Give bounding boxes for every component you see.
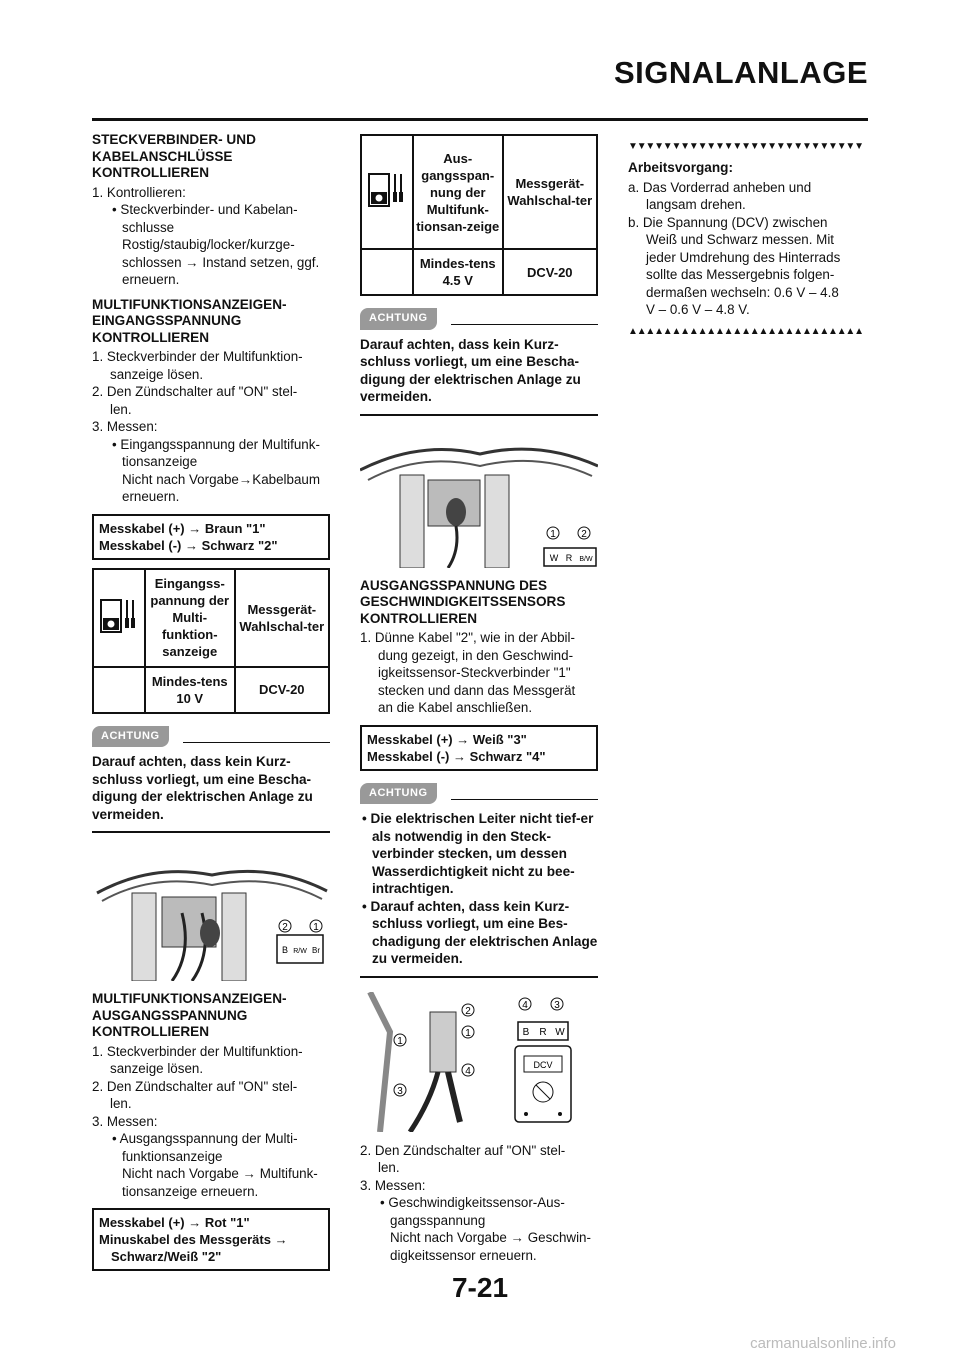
- warning-text: • Die elektrischen Leiter nicht tief-er als notwendig in den Steck-verbinder stecken, um dessen Wasserdichtigkeit nicht zu bee-intrachtigen.: [362, 811, 594, 896]
- warning-text: Darauf achten, dass kein Kurz-schluss vorliegt, um eine Bescha-digung der elektrischen Anlage zu vermeiden.: [360, 336, 598, 416]
- body-line: schlusse: [122, 219, 175, 235]
- handlebar-illustration: [92, 853, 330, 981]
- body-line: langsam drehen.: [646, 197, 746, 212]
- triangle-row-start: ▼▼▼▼▼▼▼▼▼▼▼▼▼▼▼▼▼▼▼▼▼▼▼▼▼▼▼: [628, 142, 863, 152]
- table-cell: Mindes-tens 4.5 V: [413, 249, 503, 295]
- figure-label: 1: [465, 1027, 471, 1039]
- figure-label: R: [539, 1026, 547, 1038]
- body-line: dung gezeigt, in den Geschwind-: [378, 647, 574, 663]
- probe-line: Messkabel (-) → Schwarz "2": [99, 537, 278, 553]
- figure-label: W: [555, 1026, 565, 1038]
- divider: [451, 799, 599, 800]
- achtung-header: [360, 308, 598, 330]
- figure-label: 3: [397, 1085, 403, 1097]
- warning-text: • Darauf achten, dass kein Kurz-schluss vorliegt, um eine Bes-chadigung der elektrischen Anlage zu vermeiden.: [362, 898, 598, 966]
- figure-label: W: [549, 552, 559, 563]
- achtung-header: [360, 783, 598, 805]
- figure-label: DCV: [533, 1059, 553, 1070]
- section-title-speed-sensor: AUSGANGSSPANNUNG DES GESCHWINDIGKEITSSENSORS KONTROLLIEREN: [360, 577, 566, 626]
- body-line: len.: [110, 401, 132, 417]
- figure-speed-sensor-connector: [360, 430, 598, 568]
- section-title-input-voltage: MULTIFUNKTIONSANZEIGEN-EINGANGSSPANNUNG KONTROLLIEREN: [92, 296, 287, 345]
- step-text: b. Die Spannung (DCV) zwischen: [628, 214, 828, 230]
- probe-box: [92, 1208, 330, 1271]
- probe-box: [360, 725, 598, 771]
- divider: [451, 324, 599, 325]
- bullet-text: • Geschwindigkeitssensor-Aus-: [380, 1195, 565, 1210]
- multimeter-icon: [367, 170, 407, 210]
- figure-label: 1: [313, 922, 319, 933]
- step-text: 2. Den Zündschalter auf "ON" stel-: [92, 1078, 298, 1094]
- header-rule: [92, 118, 868, 121]
- step-text: 1. Kontrollieren:: [92, 184, 186, 200]
- spec-table: [92, 568, 330, 714]
- figure-label: 3: [554, 999, 560, 1011]
- table-cell: DCV-20: [235, 667, 329, 713]
- step-text: 1. Steckverbinder der Multifunktion-: [92, 1043, 303, 1059]
- body-line: erneuern.: [122, 489, 180, 504]
- step-text: a. Das Vorderrad anheben und: [628, 179, 812, 195]
- step-text: 3. Messen:: [92, 419, 158, 434]
- probe-line: Messkabel (+) → Braun "1": [99, 520, 266, 536]
- page-header-title: SIGNALANLAGE: [614, 55, 868, 90]
- body-line: funktionsanzeige: [122, 1148, 223, 1164]
- warning-text: Darauf achten, dass kein Kurz-schluss vorliegt, um eine Bescha-digung der elektrischen Anlage zu vermeiden.: [92, 753, 330, 833]
- figure-meter-probes: [360, 992, 598, 1132]
- figure-label: 4: [465, 1065, 471, 1077]
- figure-label: B: [281, 945, 289, 955]
- body-line: Nicht nach Vorgabe→Kabelbaum: [122, 471, 321, 487]
- body-line: erneuern.: [122, 272, 180, 287]
- body-line: tionsanzeige: [122, 454, 198, 469]
- probe-line: Messkabel (+) → Weiß "3": [367, 731, 527, 747]
- multimeter-icon: [99, 596, 139, 636]
- achtung-badge: ACHTUNG: [92, 726, 169, 748]
- body-line: jeder Umdrehung des Hinterrads: [646, 249, 841, 265]
- table-cell: DCV-20: [503, 249, 597, 295]
- spec-table: [360, 134, 598, 296]
- figure-label: 4: [522, 999, 528, 1011]
- body-line: Weiß und Schwarz messen. Mit: [646, 232, 835, 247]
- procedure-title: Arbeitsvorgang:: [628, 160, 733, 175]
- probe-box: [92, 514, 330, 560]
- body-line: sanzeige lösen.: [110, 1061, 204, 1076]
- probe-line: Minuskabel des Messgeräts →: [99, 1232, 288, 1247]
- page-number: 7-21: [451, 1272, 509, 1303]
- table-header: Messgerät-Wahlschal-ter: [235, 569, 329, 667]
- step-text: 3. Messen:: [92, 1113, 158, 1129]
- body-line: sanzeige lösen.: [110, 366, 204, 382]
- body-line: digkeitssensor erneuern.: [390, 1247, 537, 1263]
- warning-block: [360, 810, 598, 978]
- divider: [183, 742, 331, 743]
- bullet-text: • Steckverbinder- und Kabelan-: [112, 202, 298, 217]
- body-line: tionsanzeige erneuern.: [122, 1183, 259, 1199]
- body-line: stecken und dann das Messgerät: [378, 682, 576, 698]
- column-3: [628, 142, 866, 337]
- body-line: Rostig/staubig/locker/kurzge-: [122, 237, 295, 252]
- probe-line: Messkabel (-) → Schwarz "4": [367, 748, 546, 764]
- multimeter-icon-cell: [361, 135, 413, 249]
- step-text: 1. Steckverbinder der Multifunktion-: [92, 349, 303, 364]
- table-header: Messgerät-Wahlschal-ter: [503, 135, 597, 249]
- figure-label: B/W: [579, 555, 593, 563]
- table-cell: [361, 249, 413, 295]
- achtung-badge: ACHTUNG: [360, 783, 437, 805]
- body-line: gangsspannung: [390, 1212, 486, 1228]
- table-cell: Mindes-tens 10 V: [145, 667, 235, 713]
- achtung-badge: ACHTUNG: [360, 308, 437, 330]
- watermark: carmanualsonline.info: [750, 1335, 896, 1352]
- figure-label: R/W: [293, 948, 307, 955]
- achtung-header: [92, 726, 330, 748]
- column-2: [360, 134, 598, 1264]
- body-line: len.: [110, 1096, 132, 1111]
- table-cell: [93, 667, 145, 713]
- figure-label: 1: [397, 1035, 403, 1047]
- body-line: len.: [378, 1160, 400, 1175]
- triangle-row-end: ▲▲▲▲▲▲▲▲▲▲▲▲▲▲▲▲▲▲▲▲▲▲▲▲▲▲▲: [628, 326, 863, 337]
- body-line: Nicht nach Vorgabe → Multifunk-: [122, 1166, 318, 1181]
- figure-label: 1: [550, 528, 556, 540]
- step-text: 1. Dünne Kabel "2", wie in der Abbil-: [360, 630, 575, 645]
- figure-label: 2: [581, 528, 587, 540]
- figure-label: Br: [312, 946, 320, 955]
- table-header: Aus-gangsspan-nung der Multifunk-tionsan-zeige: [413, 135, 503, 249]
- table-header: Eingangss-pannung der Multi-funktion-sanzeige: [145, 569, 235, 667]
- bullet-text: • Eingangsspannung der Multifunk-: [112, 436, 320, 452]
- figure-handlebar-connector: [92, 853, 330, 981]
- probe-line: Schwarz/Weiß "2": [111, 1249, 222, 1264]
- probe-line: Messkabel (+) → Rot "1": [99, 1215, 250, 1230]
- body-line: schlossen → Instand setzen, ggf.: [122, 254, 320, 270]
- handlebar-illustration: [360, 430, 598, 568]
- body-line: dermaßen wechseln: 0.6 V – 4.8: [646, 284, 839, 300]
- column-1: [92, 128, 330, 1279]
- body-line: igkeitssensor-Steckverbinder "1": [378, 665, 571, 680]
- figure-label: 2: [282, 922, 288, 933]
- body-line: sollte das Messergebnis folgen-: [646, 267, 835, 282]
- multimeter-icon-cell: [93, 569, 145, 667]
- step-text: 3. Messen:: [360, 1177, 426, 1193]
- body-line: an die Kabel anschließen.: [378, 700, 533, 715]
- figure-label: R: [565, 552, 573, 563]
- body-line: V – 0.6 V – 4.8 V.: [646, 302, 750, 317]
- step-text: 2. Den Zündschalter auf "ON" stel-: [360, 1142, 566, 1158]
- section-title-output-voltage: MULTIFUNKTIONSANZEIGEN-AUSGANGSSPANNUNG KONTROLLIEREN: [92, 991, 287, 1039]
- section-title-connectors: STECKVERBINDER- UND KABELANSCHLÜSSE KONTROLLIEREN: [92, 132, 256, 180]
- figure-label: 2: [465, 1005, 471, 1017]
- figure-label: B: [522, 1026, 530, 1038]
- step-text: 2. Den Zündschalter auf "ON" stel-: [92, 384, 298, 399]
- bullet-text: • Ausgangsspannung der Multi-: [112, 1131, 298, 1146]
- probe-illustration: [360, 992, 598, 1132]
- body-line: Nicht nach Vorgabe → Geschwin-: [390, 1230, 591, 1245]
